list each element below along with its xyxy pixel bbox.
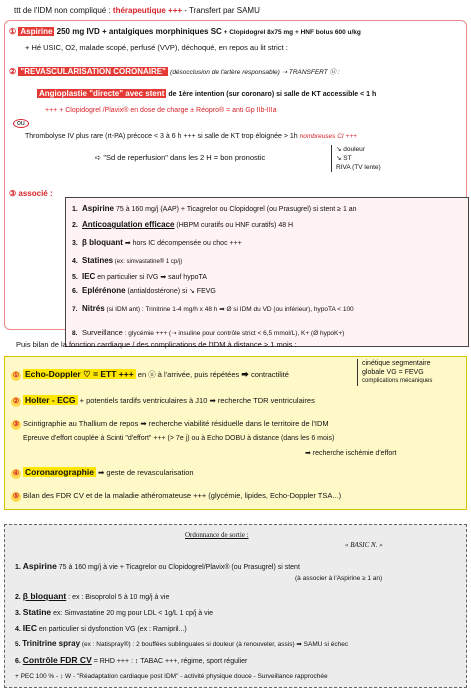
treatment-row-4: 4. Statines (ex: simvastatine® 1 cp/j) — [72, 256, 183, 265]
scintigraphy-rest: Scintigraphie au Thallium de repos ➡ recherche viabilité résiduelle dans le territoire de l'IDM — [23, 419, 329, 428]
contraindication-note: nombreuses CI +++ — [299, 133, 357, 140]
rx-row-1b: (à associer à l'Aspirine ≥ 1 an) — [295, 575, 383, 582]
sign-pain: ↘ douleur — [336, 146, 365, 153]
echo-findings — [357, 359, 432, 386]
rx-name: Trinitrine spray — [22, 639, 81, 648]
treatment-name: Nitrés — [82, 304, 105, 313]
clopidogrel-load-line: +++ + Clopidogrel /Plavix® en dose de charge ± Réopro® = anti Gp IIb-IIIa — [45, 107, 277, 114]
heading-intro: ttt de l'IDM non compliqué : — [14, 6, 113, 15]
fdr-text: Bilan des FDR CV et de la maladie athéromateuse +++ (glycémie, lipides, Echo-Doppler TSA...) — [23, 491, 342, 500]
heading-transfer: - Transfert par SAMU — [184, 6, 260, 15]
step-bubble: ① — [12, 372, 20, 379]
treatment-detail: (antialdostérone) si ↘ FEVG — [125, 288, 216, 295]
rx-detail: 75 à 160 mg/j à vie + Ticagrelor ou Clopidogrel/Plavix® (ou Prasugrel) si stent — [56, 564, 300, 571]
rx-name: Statine — [22, 607, 52, 617]
associated-treatments-box — [65, 197, 469, 347]
coronarography-detail: ➡ geste de revascularisation — [95, 468, 194, 477]
step-2-number: ② — [9, 67, 17, 76]
stress-test-line: Epreuve d'effort couplée à Scinti "d'effort" +++ (> 7e j) ou à Echo DOBU à distance (dans les 6 mois) — [23, 435, 335, 442]
hnf-text: + HNF bolus 600 u/kg — [293, 29, 361, 36]
aspirin-dose: 250 mg IVD — [54, 27, 100, 36]
treatment-detail: en particulier si IVG ➡ sauf hypoTA — [95, 274, 207, 281]
rx-detail: : ex : Bisoprolol 5 à 10 mg/j à vie — [66, 594, 170, 601]
holter-detail: + potentiels tardifs ventriculaires à J10 ➡ recherche TDR ventriculaires — [77, 396, 315, 405]
rx-name: Aspirine — [22, 561, 57, 571]
or-badge: ou — [13, 119, 29, 128]
treatment-name: Statines — [82, 256, 114, 265]
holter-name: Holter - ECG — [25, 395, 76, 405]
sign-st: ↘ ST — [336, 155, 352, 162]
step-bubble: ② — [12, 398, 20, 405]
rx-name: β bloquant — [22, 591, 67, 601]
reperfusion-signs — [331, 145, 381, 172]
usic-line: + Hé USIC, O2, malade scopé, perfusé (VVP), déchoqué, en repos au lit strict : — [25, 43, 288, 52]
treatment-row-6: 6. Eplérénone (antialdostérone) si ↘ FEVG — [72, 286, 216, 295]
page-heading — [14, 6, 260, 15]
acute-treatment-section — [4, 20, 467, 337]
thrombolysis-line — [25, 133, 357, 140]
revascularisation-desc: (désocclusion de l'artère responsable) ➝ TRANSFERT ⓤ : — [170, 69, 340, 76]
echo-row — [11, 369, 289, 381]
reperfusion-line: ➪ "Sd de reperfusion" dans les 2 H = bon pronostic — [95, 153, 266, 162]
fdr-row — [11, 491, 341, 502]
morphine-text: + antalgiques morphiniques SC — [99, 27, 222, 36]
discharge-prescription-section — [4, 524, 467, 688]
treatment-name: Surveillance — [82, 328, 123, 337]
scintigraphy-row — [11, 419, 329, 430]
treatment-detail: ➡ hors IC décompensée ou choc +++ — [122, 240, 242, 247]
heading-urgency: thérapeutique +++ — [112, 6, 183, 15]
rx-row-5: 5. Trinitrine spray (ex : Natispray®) : 2 bouffées sublinguales si douleur (à renouveler, assis) ➡ SAMU si échec — [15, 639, 349, 648]
rx-detail: (ex : Natispray®) : 2 bouffées sublinguales si douleur (à renouveler, assis) ➡ SAMU si échec — [80, 641, 349, 648]
rx-detail: en particulier si dysfonction VG (ex : Ramipril...) — [36, 626, 187, 633]
treatment-detail: 75 à 160 mg/j (AAP) + Ticagrelor ou Clopidogrel (ou Prasugrel) si stent ≥ 1 an — [114, 206, 357, 213]
holter-row — [11, 395, 315, 407]
step-2-line — [9, 67, 340, 76]
echo-name: Echo-Doppler ♡ = ETT +++ — [25, 369, 134, 379]
rx-name: IEC — [22, 623, 37, 633]
treatment-row-3: 3. β bloquant ➡ hors IC décompensée ou choc +++ — [72, 238, 242, 247]
treatment-detail: (HBPM curatifs ou HNF curatifs) 48 H — [174, 222, 294, 229]
treatment-name: β bloquant — [82, 238, 123, 247]
revascularisation-title: "REVASCULARISATION CORONAIRE" — [20, 67, 166, 76]
angioplasty-title: Angioplastie "directe" avec stent — [39, 89, 165, 98]
clopidogrel-text: + Clopidogrel 8x75 mg — [221, 29, 294, 36]
rx-name: Contrôle FDR CV — [22, 655, 92, 665]
treatment-row-2: 2. Anticoagulation efficace (HBPM curatifs ou HNF curatifs) 48 H — [72, 220, 294, 229]
angioplasty-line — [37, 89, 376, 98]
step-bubble: ③ — [12, 421, 20, 428]
prescription-footer: + PEC 100 % - ↕ W - "Réadaptation cardiaque post IDM" - activité physique douce - Surveillance rapprochée — [15, 673, 328, 680]
rx-detail: = RHD +++ : ↕ TABAC +++, régime, sport régulier — [91, 658, 248, 665]
step-1-line — [9, 27, 361, 36]
treatment-name: Eplérénone — [82, 286, 126, 295]
treatment-row-5: 5. IEC en particulier si IVG ➡ sauf hypoTA — [72, 272, 207, 281]
rx-detail: ex: Simvastatine 20 mg pour LDL < 1g/L 1 cp/j à vie — [51, 610, 214, 617]
rx-row-1: 1. Aspirine 75 à 160 mg/j à vie + Ticagrelor ou Clopidogrel/Plavix® (ou Prasugrel) si stent — [15, 561, 300, 571]
finding-global: globale VG = FEVG — [362, 369, 424, 376]
treatment-row-8: 8. Surveillance : glycémie +++ (➝ insuline pour contrôle strict < 6,5 mmol/L), K+ (Ø hypoK+) — [72, 328, 345, 337]
treatment-name: Anticoagulation efficace — [82, 220, 175, 229]
finding-segmental: cinétique segmentaire — [362, 360, 431, 367]
aspirin-drug: Aspirine — [20, 27, 53, 36]
follow-up-section — [4, 356, 467, 510]
treatment-row-7: 7. Nitrés (si IDM ant) : Trinitrine 1-4 mg/h x 48 h ➡ Ø si IDM du VD (ou inférieur), hypoTA < 100 — [72, 304, 354, 313]
step-bubble: ⑤ — [12, 493, 20, 500]
thrombolysis-text: Thrombolyse IV plus rare (rt-PA) précoce < 3 à 6 h +++ si salle de KT trop éloignée > 1h — [25, 133, 298, 140]
step-1-number: ① — [9, 27, 17, 36]
coronarography-row — [11, 467, 194, 479]
treatment-name: IEC — [82, 272, 96, 281]
treatment-row-1: 1. Aspirine 75 à 160 mg/j (AAP) + Ticagrelor ou Clopidogrel (ou Prasugrel) si stent ≥ 1 an — [72, 204, 357, 213]
treatment-detail: (si IDM ant) : Trinitrine 1-4 mg/h x 48 h ➡ Ø si IDM du VD (ou inférieur), hypoTA < 100 — [104, 306, 354, 313]
treatment-detail: : glycémie +++ (➝ insuline pour contrôle strict < 6,5 mmol/L), K+ (Ø hypoK+) — [122, 330, 345, 337]
rx-row-6: 6. Contrôle FDR CV = RHD +++ : ↕ TABAC +++, régime, sport régulier — [15, 655, 248, 665]
sign-riva: RIVA (TV lente) — [336, 164, 381, 171]
rx-row-3: 3. Statine ex: Simvastatine 20 mg pour LDL < 1g/L 1 cp/j à vie — [15, 607, 214, 617]
angioplasty-desc: de 1ère intention (sur coronaro) si salle de KT accessible < 1 h — [166, 91, 377, 98]
step-bubble: ④ — [12, 470, 20, 477]
associated-label: ③ associé : — [9, 189, 53, 198]
finding-mechanical: complications mécaniques — [362, 378, 433, 384]
basic-mnemonic: « BASIC N. » — [345, 541, 383, 549]
follow-up-title: Puis bilan de la fonction cardiaque / des complications de l'IDM à distance > 1 mois : — [16, 340, 297, 349]
treatment-name: Aspirine — [82, 204, 115, 213]
ischemia-line: ➡ recherche ischémie d'effort — [305, 450, 397, 457]
rx-row-4: 4. IEC en particulier si dysfonction VG (ex : Ramipril...) — [15, 623, 187, 633]
prescription-title: Ordonnance de sortie : — [185, 531, 249, 539]
echo-detail: en ⓤ à l'arrivée, puis répétées ➡ contractilité — [135, 370, 289, 379]
treatment-detail: (ex: simvastatine® 1 cp/j) — [113, 259, 183, 265]
coronarography-name: Coronarographie — [25, 467, 94, 477]
rx-row-2: 2. β bloquant : ex : Bisoprolol 5 à 10 mg/j à vie — [15, 591, 170, 601]
